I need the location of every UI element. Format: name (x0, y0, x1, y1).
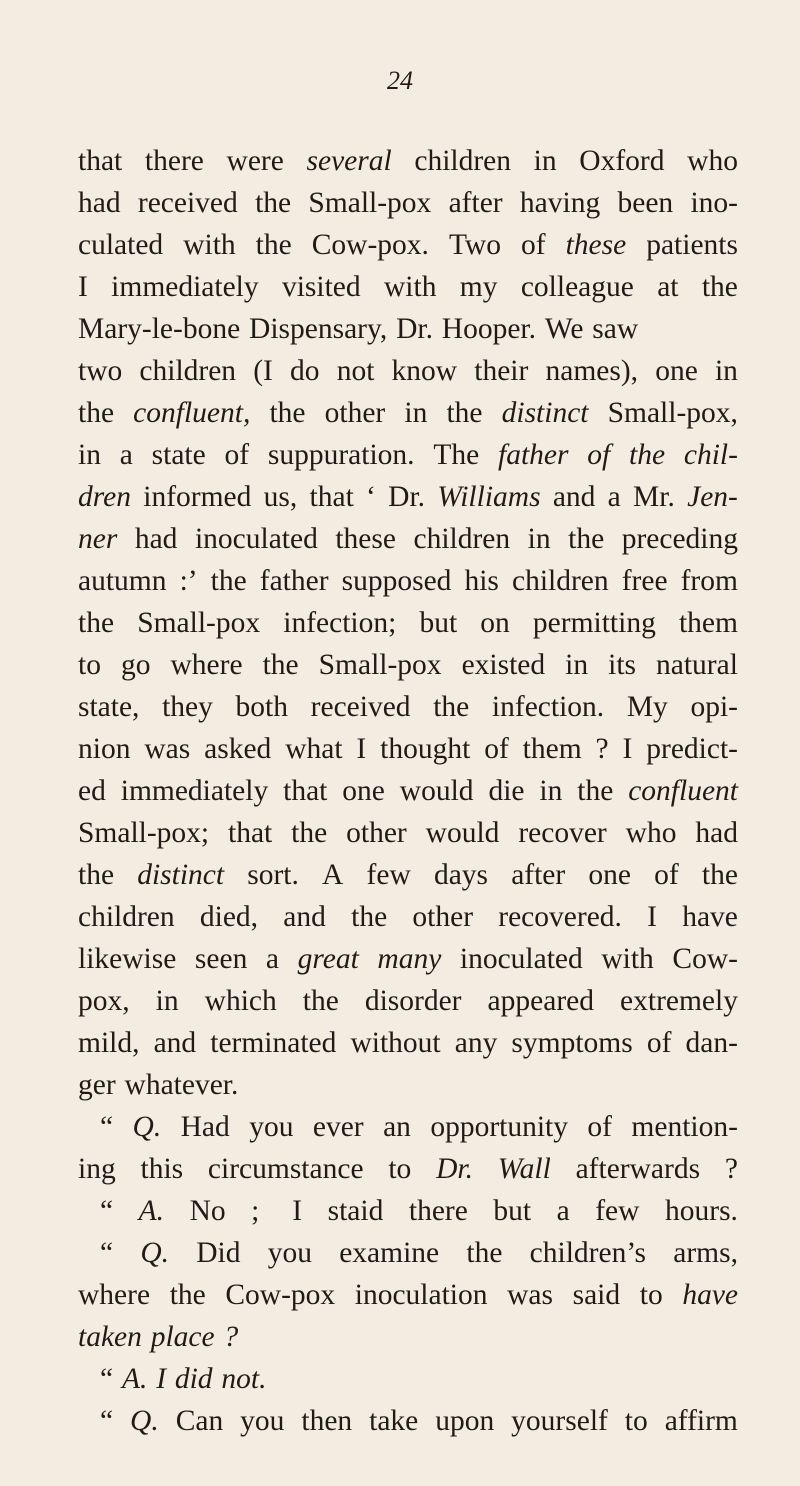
word: both (235, 691, 288, 723)
word: Oxford (579, 145, 665, 177)
word: “ (100, 1111, 114, 1143)
word: Small-pox (137, 607, 261, 639)
word: said (572, 1279, 621, 1311)
word: were (226, 145, 284, 177)
word: Two (448, 229, 501, 261)
word: The (433, 439, 480, 471)
word: the (262, 649, 299, 681)
word: confluent, (133, 397, 251, 429)
word: two (78, 355, 123, 387)
word: one (588, 859, 631, 891)
page-number: 24 (387, 66, 413, 95)
word: state (151, 439, 206, 471)
word: upon (435, 1405, 495, 1437)
word: would (399, 775, 474, 807)
word: several (306, 145, 392, 177)
word: Dr. (388, 481, 426, 513)
word: that (283, 775, 328, 807)
word: a (265, 943, 280, 975)
word: distinct (137, 859, 225, 891)
word: received (310, 691, 411, 723)
word: of (520, 229, 546, 261)
word: affirm (664, 1405, 738, 1437)
text-line (78, 182, 738, 224)
word: confluent (628, 775, 738, 807)
word: recovered. (498, 901, 622, 933)
word: “ (100, 1405, 114, 1437)
word: from (680, 565, 738, 597)
word: extremely (620, 985, 738, 1017)
word: I (622, 733, 633, 765)
word: few (595, 1195, 640, 1227)
word: the (466, 1237, 503, 1269)
word: the (433, 691, 470, 723)
word: to (78, 649, 101, 681)
word: of (587, 1111, 612, 1143)
word: ; (251, 1195, 267, 1227)
word: the (302, 985, 339, 1017)
word: having (519, 187, 601, 219)
text-line (78, 770, 738, 812)
word: in (565, 649, 589, 681)
word: ‘ (366, 481, 376, 513)
word: sort. (247, 859, 299, 891)
word: in (714, 355, 738, 387)
word: A. (121, 1363, 148, 1395)
word: with (384, 271, 437, 303)
word: supposed (341, 565, 452, 597)
word: but (419, 607, 458, 639)
word: symptoms (511, 1027, 633, 1059)
word: in (533, 145, 557, 177)
text-line (78, 1358, 738, 1400)
word: great (297, 943, 359, 975)
word: did (174, 1363, 213, 1395)
word: and (283, 901, 326, 933)
word: mention- (631, 1111, 738, 1143)
word: Had (180, 1111, 230, 1143)
word: I (78, 271, 88, 303)
word: suppuration. (267, 439, 415, 471)
word: Small-pox, (607, 397, 738, 429)
word: Dispensary, (249, 313, 388, 345)
word: I (156, 1363, 167, 1395)
text-line (78, 602, 738, 644)
word: chil- (683, 439, 738, 471)
text-line (78, 854, 738, 896)
word: Did (196, 1237, 241, 1269)
word: without (350, 1027, 441, 1059)
word: asked (204, 733, 272, 765)
word: go (120, 649, 151, 681)
word: A. (138, 1195, 165, 1227)
word: after (511, 859, 566, 891)
word: one (342, 775, 385, 807)
word: pox, (78, 985, 130, 1017)
word: that (228, 817, 273, 849)
word: We (544, 313, 584, 345)
word: them (678, 607, 738, 639)
word: inoculation (354, 1279, 488, 1311)
word: with (183, 229, 236, 261)
word: children (414, 145, 512, 177)
word: where (78, 1279, 151, 1311)
word: the (629, 439, 666, 471)
word: ger (78, 1069, 116, 1101)
word: state, (78, 691, 140, 723)
word: my (459, 271, 498, 303)
word: the (78, 397, 115, 429)
word: after (448, 187, 503, 219)
word: in (527, 523, 551, 555)
word: few (366, 859, 411, 891)
word: Q. (132, 1111, 162, 1143)
word: the (291, 817, 328, 849)
word: ever (312, 1111, 364, 1143)
word: of (654, 859, 679, 891)
word: hours. (665, 1195, 738, 1227)
word: was (507, 1279, 553, 1311)
word: the (169, 1279, 206, 1311)
word: the (446, 397, 483, 429)
word: and (552, 481, 596, 513)
word: you (249, 1111, 294, 1143)
word: what (285, 733, 343, 765)
word: distinct (501, 397, 589, 429)
word: autumn (78, 565, 167, 597)
text-line (78, 224, 738, 266)
word: free (621, 565, 668, 597)
word: I (647, 901, 657, 933)
word: a (607, 481, 621, 513)
word: infection. (491, 691, 605, 723)
word: “ (100, 1237, 114, 1269)
word: Cow-pox. (311, 229, 429, 261)
word: place (150, 1321, 215, 1353)
word: that (78, 145, 123, 177)
word: arms, (673, 1237, 738, 1269)
word: opportunity (430, 1111, 568, 1143)
text-line (78, 518, 738, 560)
body-text (78, 140, 738, 1442)
word: afterwards (575, 1153, 701, 1185)
word: inoculated (459, 943, 583, 975)
word: infection; (283, 607, 397, 639)
word: My (626, 691, 668, 723)
word: died, (199, 901, 259, 933)
word: the (351, 901, 388, 933)
word: but (493, 1195, 532, 1227)
text-line (78, 728, 738, 770)
word: Hooper. (441, 313, 536, 345)
word: a (556, 1195, 570, 1227)
word: whatever. (124, 1069, 239, 1101)
word: on (480, 607, 510, 639)
word: the (568, 523, 605, 555)
text-line (78, 644, 738, 686)
word: Wall (497, 1153, 551, 1185)
word: other (324, 397, 386, 429)
word: seen (194, 943, 248, 975)
word: preceding (621, 523, 738, 555)
word: in (404, 397, 428, 429)
word: the (210, 565, 247, 597)
text-line (78, 1190, 738, 1232)
word: Dr. (396, 313, 433, 345)
word: circumstance (207, 1153, 364, 1185)
word: there (144, 145, 204, 177)
word: opi- (690, 691, 738, 723)
word: us, (263, 481, 298, 513)
text-line (78, 686, 738, 728)
word: Small-pox (308, 187, 432, 219)
word: other (346, 817, 407, 849)
word: one (655, 355, 698, 387)
word: terminated (210, 1027, 337, 1059)
word: recover (518, 817, 607, 849)
text-line (78, 980, 738, 1022)
word: their (474, 355, 529, 387)
word: many (377, 943, 442, 975)
word: nion (78, 733, 131, 765)
word: I (292, 1195, 303, 1227)
word: (I (253, 355, 273, 387)
word: of (484, 733, 509, 765)
word: yourself (511, 1405, 608, 1437)
word: names), (545, 355, 639, 387)
text-line (78, 812, 738, 854)
text-line (78, 896, 738, 938)
word: Jen- (687, 481, 738, 513)
word: examine (339, 1237, 440, 1269)
word: at (657, 271, 679, 303)
text-line (78, 266, 738, 308)
word: with (601, 943, 654, 975)
word: Q. (130, 1405, 159, 1437)
text-line (78, 434, 738, 476)
word: have (682, 1279, 738, 1311)
word: not (336, 355, 375, 387)
word: its (608, 649, 636, 681)
word: Cow-pox (225, 1279, 336, 1311)
word: been (617, 187, 674, 219)
word: the (255, 187, 292, 219)
word: ner (78, 523, 118, 555)
word: mild, (78, 1027, 140, 1059)
text-line (78, 1400, 738, 1442)
text-line (78, 350, 738, 392)
word: children (139, 355, 237, 387)
word: of (224, 439, 250, 471)
word: these (335, 523, 396, 555)
word: predict- (646, 733, 738, 765)
word: days (433, 859, 489, 891)
word: Can (175, 1405, 224, 1437)
word: would (425, 817, 500, 849)
word: patients (646, 229, 738, 261)
word: the (577, 775, 614, 807)
word: the (78, 859, 115, 891)
word: inoculated (194, 523, 318, 555)
word: know (391, 355, 458, 387)
word: to (639, 1279, 663, 1311)
word: thought (380, 733, 471, 765)
word: which (204, 985, 277, 1017)
word: take (369, 1405, 419, 1437)
word: die (488, 775, 525, 807)
text-line (78, 1148, 738, 1190)
word: Cow- (672, 943, 738, 975)
word: an (383, 1111, 411, 1143)
text-line (78, 476, 738, 518)
word: of (587, 439, 611, 471)
word: Dr. (436, 1153, 473, 1185)
word: in (539, 775, 563, 807)
word: children (511, 565, 609, 597)
word: ed (78, 775, 106, 807)
word: do (290, 355, 320, 387)
word: in (155, 985, 179, 1017)
word: then (301, 1405, 353, 1437)
word: “ (100, 1363, 114, 1395)
word: had (134, 523, 178, 555)
word: children (413, 523, 511, 555)
word: where (170, 649, 243, 681)
word: there (408, 1195, 468, 1227)
text-line (78, 392, 738, 434)
word: the (255, 229, 292, 261)
text-line (78, 140, 738, 182)
word: these (565, 229, 627, 261)
word: who (687, 145, 738, 177)
text-line (78, 1106, 738, 1148)
text-line (78, 1274, 738, 1316)
word: Small-pox; (78, 817, 210, 849)
word: you (240, 1405, 285, 1437)
word: immediately (111, 271, 259, 303)
word: ? (595, 733, 609, 765)
word: permitting (532, 607, 656, 639)
word: :’ (179, 565, 198, 597)
word: a (119, 439, 133, 471)
word: who (625, 817, 677, 849)
word: received (137, 187, 238, 219)
word: ino- (690, 187, 738, 219)
word: that (309, 481, 354, 513)
word: not. (221, 1363, 267, 1395)
word: existed (461, 649, 546, 681)
text-line (78, 308, 738, 350)
word: have (682, 901, 738, 933)
text-line (78, 938, 738, 980)
word: No (189, 1195, 226, 1227)
word: staid (327, 1195, 384, 1227)
text-line (78, 1022, 738, 1064)
word: was (144, 733, 191, 765)
word: Mr. (633, 481, 675, 513)
word: his (464, 565, 499, 597)
word: saw (592, 313, 639, 345)
word: them (522, 733, 582, 765)
word: Small-pox (318, 649, 442, 681)
word: dan- (685, 1027, 738, 1059)
word: of (646, 1027, 672, 1059)
word: ? (724, 1153, 738, 1185)
word: this (140, 1153, 184, 1185)
word: dren (78, 481, 131, 513)
word: other (412, 901, 474, 933)
word: natural (656, 649, 738, 681)
word: immediately (120, 775, 269, 807)
word: likewise (78, 943, 177, 975)
word: children’s (529, 1237, 647, 1269)
word: taken (78, 1321, 142, 1353)
word: the (701, 859, 738, 891)
word: appeared (487, 985, 594, 1017)
word: “ (100, 1195, 114, 1227)
word: had (695, 817, 738, 849)
word: children (78, 901, 175, 933)
word: the (78, 607, 115, 639)
word: father (498, 439, 569, 471)
text-line (78, 1316, 738, 1358)
word: the (269, 397, 306, 429)
word: culated (78, 229, 164, 261)
word: informed (143, 481, 252, 513)
word: ? (223, 1321, 239, 1353)
word: ing (78, 1153, 116, 1185)
word: the (701, 271, 738, 303)
word: and (153, 1027, 197, 1059)
text-line (78, 1064, 738, 1106)
word: visited (281, 271, 361, 303)
text-line (78, 1232, 738, 1274)
word: colleague (520, 271, 634, 303)
word: you (267, 1237, 312, 1269)
word: I (356, 733, 367, 765)
word: had (78, 187, 121, 219)
text-line (78, 560, 738, 602)
word: in (78, 439, 101, 471)
word: to (388, 1153, 412, 1185)
word: any (454, 1027, 498, 1059)
word: Williams (437, 481, 541, 513)
word: Q. (140, 1237, 170, 1269)
word: to (624, 1405, 648, 1437)
word: A (322, 859, 344, 891)
word: father (259, 565, 329, 597)
word: disorder (364, 985, 462, 1017)
word: Mary-le-bone (78, 313, 241, 345)
word: they (162, 691, 213, 723)
